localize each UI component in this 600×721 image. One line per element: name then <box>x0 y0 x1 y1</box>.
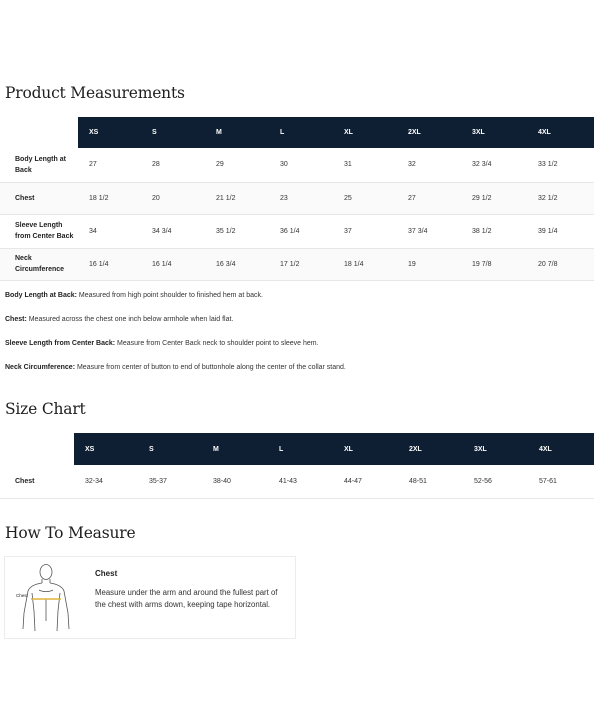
table-cell: 32 <box>397 148 461 182</box>
table-cell: 19 7/8 <box>461 248 527 280</box>
measure-card-chest <box>4 556 296 639</box>
row-label: Neck Circumference <box>0 248 78 280</box>
table-cell: 32 3/4 <box>461 148 527 182</box>
definition-term: Chest: <box>5 316 27 323</box>
table-cell: 37 3/4 <box>397 214 461 248</box>
table-cell: 31 <box>333 148 397 182</box>
table-cell: 18 1/4 <box>333 248 397 280</box>
definition-neck <box>5 364 346 371</box>
how-to-measure-title: How To Measure <box>5 524 136 542</box>
definition-term: Sleeve Length from Center Back: <box>5 340 116 347</box>
card-description: Measure under the arm and around the fullest part of the chest with arms down, keeping tape horizontal. <box>95 588 278 609</box>
definition-term: Neck Circumference: <box>5 364 76 371</box>
size-header-4xl: 4XL <box>528 433 594 465</box>
row-label: Sleeve Length from Center Back <box>0 214 78 248</box>
table-cell: 44-47 <box>333 465 398 498</box>
definition-sleeve-length <box>5 340 319 347</box>
table-cell: 35-37 <box>138 465 202 498</box>
size-header-m: M <box>202 433 268 465</box>
size-header-3xl: 3XL <box>463 433 528 465</box>
size-header-2xl: 2XL <box>398 433 463 465</box>
definition-body-length <box>5 292 263 299</box>
table-cell: 23 <box>269 182 333 214</box>
table-cell: 29 <box>205 148 269 182</box>
table-cell: 34 <box>78 214 141 248</box>
table-cell: 16 1/4 <box>78 248 141 280</box>
product-measurements-title: Product Measurements <box>5 84 185 102</box>
table-cell: 38 1/2 <box>461 214 527 248</box>
table-cell: 27 <box>397 182 461 214</box>
definition-text: Measure from Center Back neck to shoulder point to sleeve hem. <box>115 340 319 347</box>
row-label: Body Length at Back <box>0 148 78 182</box>
figure-chest-label: Chest <box>16 593 28 598</box>
table-cell: 29 1/2 <box>461 182 527 214</box>
size-header-xs: XS <box>74 433 138 465</box>
table-cell: 27 <box>78 148 141 182</box>
table-row <box>0 248 594 280</box>
definition-text: Measured from high point shoulder to finished hem at back. <box>76 292 263 299</box>
size-header-xs: XS <box>78 117 141 148</box>
table-cell: 48-51 <box>398 465 463 498</box>
row-label: Chest <box>0 465 74 498</box>
table-cell: 28 <box>141 148 205 182</box>
size-header-l: L <box>268 433 333 465</box>
table-cell: 33 1/2 <box>527 148 594 182</box>
table-row <box>0 182 594 214</box>
table-cell: 17 1/2 <box>269 248 333 280</box>
table-cell: 34 3/4 <box>141 214 205 248</box>
table-cell: 32 1/2 <box>527 182 594 214</box>
table-cell: 57-61 <box>528 465 594 498</box>
definition-text: Measure from center of button to end of buttonhole along the center of the collar stand. <box>75 364 346 371</box>
table-cell: 36 1/4 <box>269 214 333 248</box>
table-cell: 37 <box>333 214 397 248</box>
table-row <box>0 465 594 498</box>
table-cell: 25 <box>333 182 397 214</box>
size-chart-title: Size Chart <box>5 400 86 418</box>
size-header-row <box>0 433 594 465</box>
size-chart-table <box>0 433 594 499</box>
size-header-xl: XL <box>333 117 397 148</box>
table-cell: 19 <box>397 248 461 280</box>
table-cell: 35 1/2 <box>205 214 269 248</box>
size-header-s: S <box>138 433 202 465</box>
row-label: Chest <box>0 182 78 214</box>
size-header-4xl: 4XL <box>527 117 594 148</box>
table-cell: 38-40 <box>202 465 268 498</box>
body-figure <box>15 561 77 635</box>
size-header-2xl: 2XL <box>397 117 461 148</box>
size-header-m: M <box>205 117 269 148</box>
table-cell: 20 7/8 <box>527 248 594 280</box>
size-header-row <box>0 117 594 148</box>
table-cell: 30 <box>269 148 333 182</box>
table-cell: 41-43 <box>268 465 333 498</box>
table-cell: 18 1/2 <box>78 182 141 214</box>
torso-illustration-icon <box>15 561 77 635</box>
table-cell: 52-56 <box>463 465 528 498</box>
size-header-3xl: 3XL <box>461 117 527 148</box>
card-title: Chest <box>95 569 118 578</box>
size-header-l: L <box>269 117 333 148</box>
table-cell: 16 1/4 <box>141 248 205 280</box>
size-header-s: S <box>141 117 205 148</box>
definition-text: Measured across the chest one inch below armhole when laid flat. <box>26 316 234 323</box>
table-cell: 21 1/2 <box>205 182 269 214</box>
table-cell: 32-34 <box>74 465 138 498</box>
table-row <box>0 214 594 248</box>
table-cell: 20 <box>141 182 205 214</box>
definition-chest <box>5 316 233 323</box>
product-measurements-table <box>0 117 594 281</box>
size-header-xl: XL <box>333 433 398 465</box>
table-row <box>0 148 594 182</box>
definition-term: Body Length at Back: <box>5 292 77 299</box>
table-cell: 16 3/4 <box>205 248 269 280</box>
table-cell: 39 1/4 <box>527 214 594 248</box>
